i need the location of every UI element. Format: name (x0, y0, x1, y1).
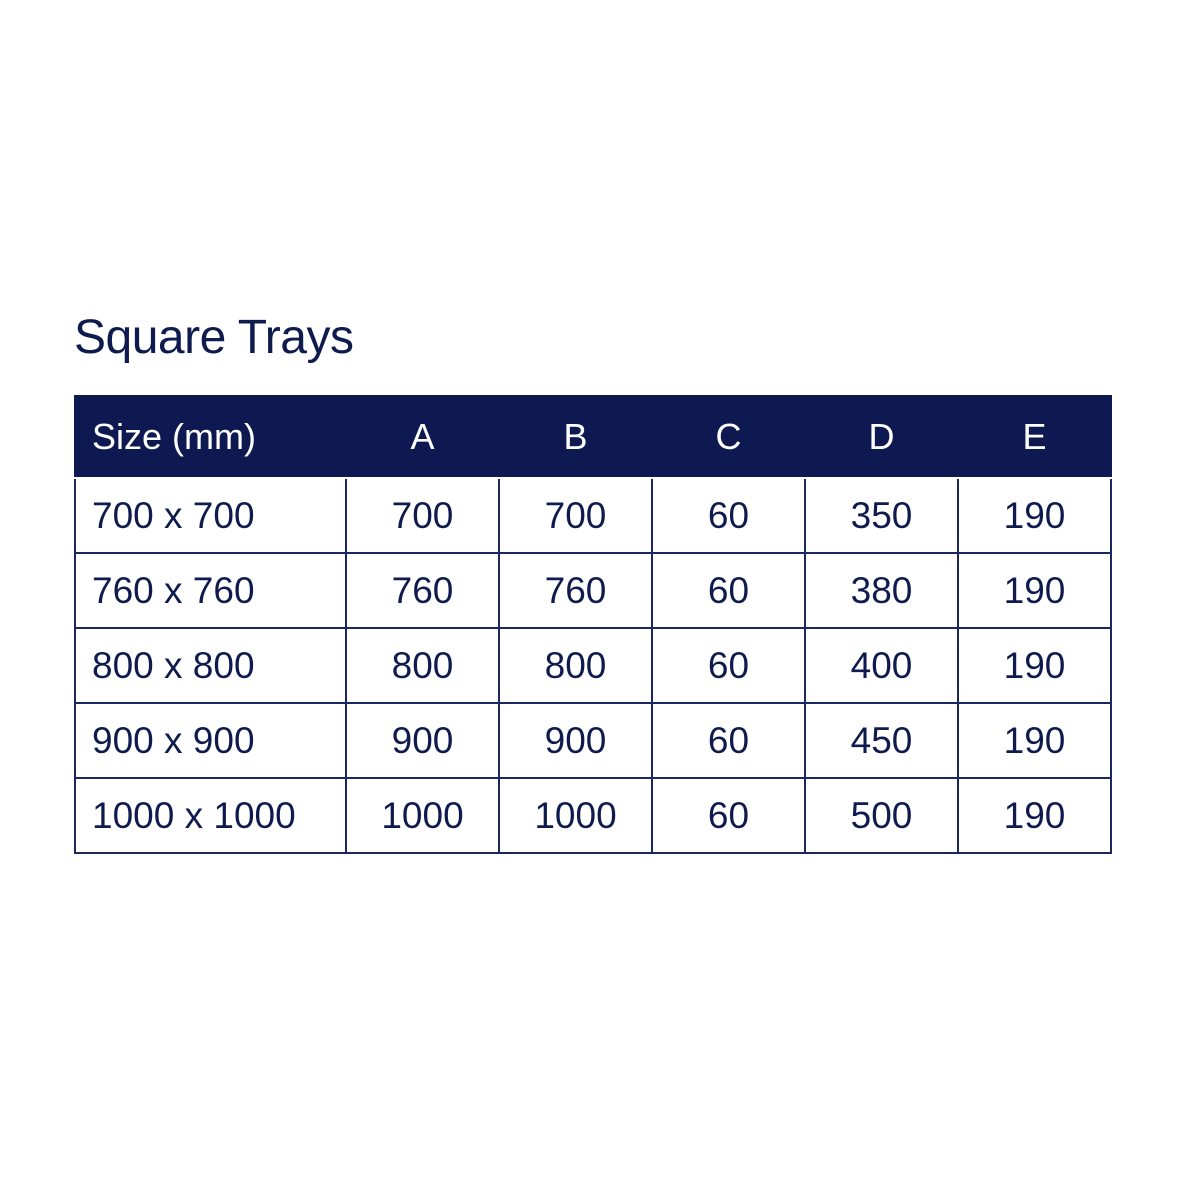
column-header-a: A (346, 396, 499, 478)
value-cell-d: 450 (805, 703, 958, 778)
value-cell-d: 400 (805, 628, 958, 703)
column-header-b: B (499, 396, 652, 478)
size-cell: 700 x 700 (75, 478, 346, 553)
value-cell-b: 900 (499, 703, 652, 778)
value-cell-c: 60 (652, 778, 805, 853)
value-cell-e: 190 (958, 703, 1111, 778)
table-row (75, 703, 1111, 778)
header-row (75, 396, 1111, 478)
table-row (75, 478, 1111, 553)
value-cell-b: 760 (499, 553, 652, 628)
table-row (75, 553, 1111, 628)
value-cell-a: 700 (346, 478, 499, 553)
value-cell-b: 800 (499, 628, 652, 703)
table-row (75, 778, 1111, 853)
table-row (75, 628, 1111, 703)
table-header (75, 396, 1111, 478)
value-cell-a: 760 (346, 553, 499, 628)
value-cell-c: 60 (652, 703, 805, 778)
size-cell: 900 x 900 (75, 703, 346, 778)
value-cell-d: 380 (805, 553, 958, 628)
value-cell-b: 700 (499, 478, 652, 553)
value-cell-c: 60 (652, 628, 805, 703)
page-title: Square Trays (74, 311, 354, 364)
value-cell-c: 60 (652, 553, 805, 628)
value-cell-c: 60 (652, 478, 805, 553)
size-cell: 1000 x 1000 (75, 778, 346, 853)
size-cell: 760 x 760 (75, 553, 346, 628)
value-cell-b: 1000 (499, 778, 652, 853)
value-cell-d: 500 (805, 778, 958, 853)
value-cell-e: 190 (958, 553, 1111, 628)
dimensions-table (74, 395, 1112, 854)
value-cell-e: 190 (958, 478, 1111, 553)
column-header-size: Size (mm) (75, 396, 346, 478)
value-cell-a: 1000 (346, 778, 499, 853)
value-cell-e: 190 (958, 778, 1111, 853)
value-cell-a: 800 (346, 628, 499, 703)
column-header-d: D (805, 396, 958, 478)
size-cell: 800 x 800 (75, 628, 346, 703)
table-body (75, 478, 1111, 853)
value-cell-e: 190 (958, 628, 1111, 703)
column-header-c: C (652, 396, 805, 478)
value-cell-a: 900 (346, 703, 499, 778)
column-header-e: E (958, 396, 1111, 478)
value-cell-d: 350 (805, 478, 958, 553)
